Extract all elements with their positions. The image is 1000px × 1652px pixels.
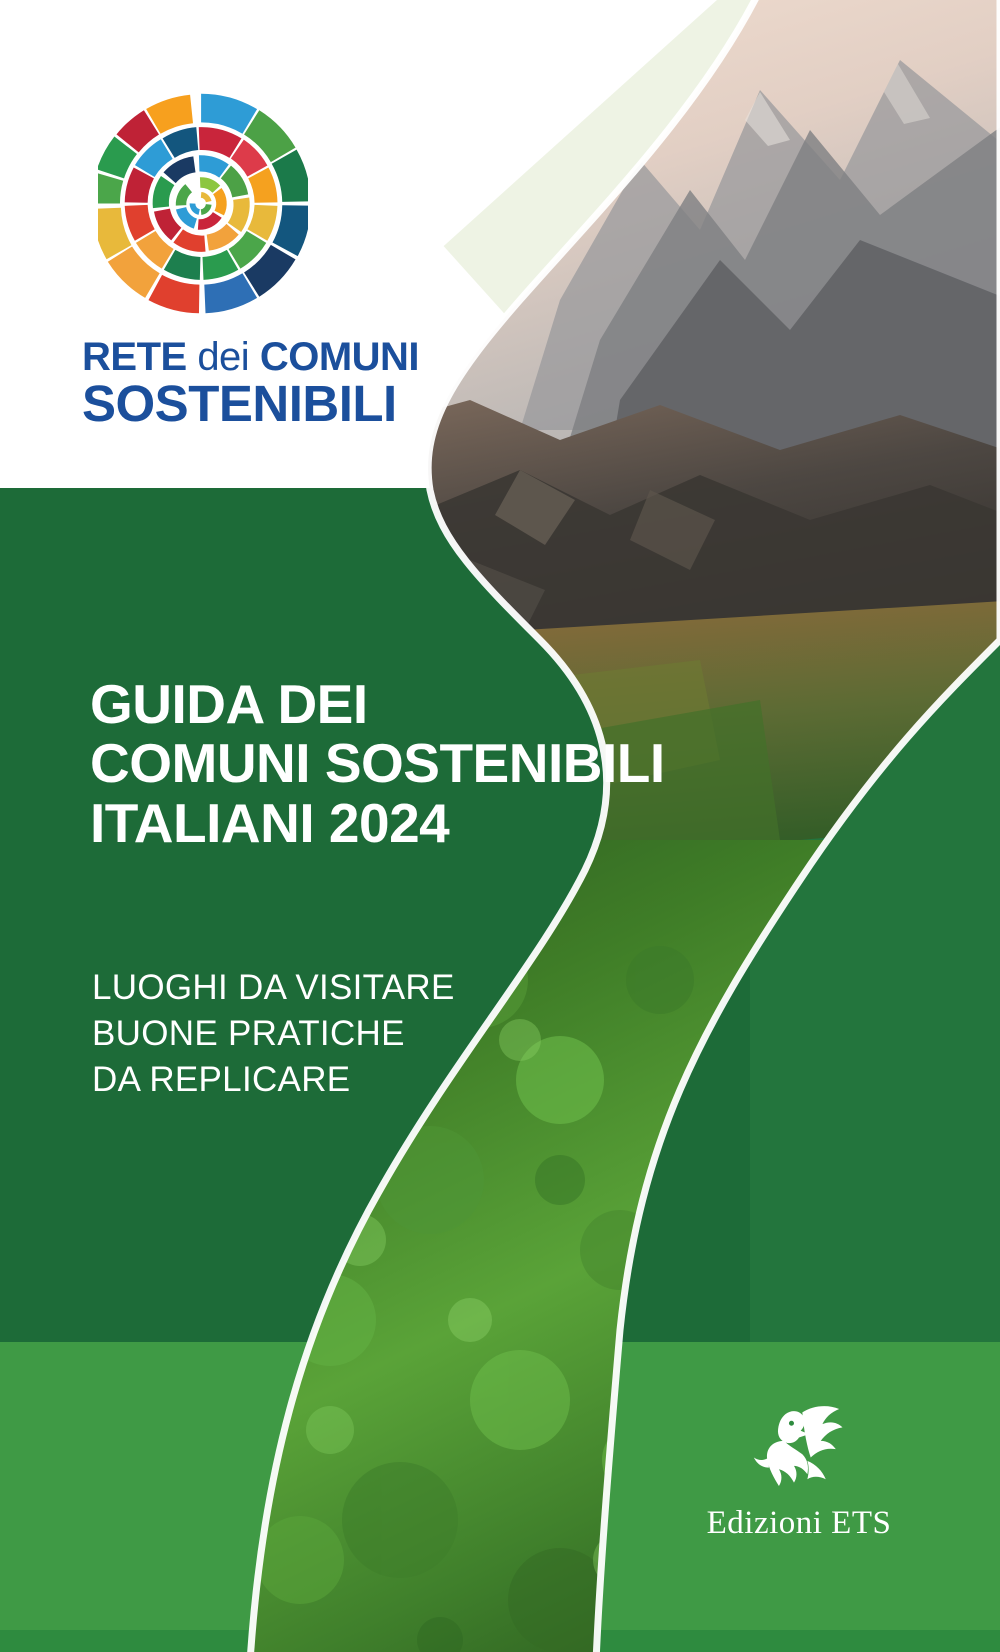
- subtitle-line-1: LUOGHI DA VISITARE: [92, 968, 455, 1007]
- organization-name: [82, 335, 420, 432]
- publisher-block: [684, 1399, 914, 1542]
- subtitle-line-3: DA REPLICARE: [92, 1060, 351, 1100]
- subtitle-line-2: BUONE PRATICHE: [92, 1014, 405, 1054]
- organization-name-comuni: COMUNI: [259, 335, 420, 379]
- organization-name-dei: dei: [197, 335, 250, 379]
- sdg-wheel-icon: [98, 86, 308, 321]
- page-subtitle: [92, 965, 692, 1104]
- publisher-name: Edizioni ETS: [706, 1505, 892, 1541]
- organization-name-line2: SOSTENIBILI: [82, 374, 397, 432]
- griffin-logo-icon: [684, 1399, 914, 1491]
- title-line-1: GUIDA DEI: [90, 673, 368, 735]
- organization-name-line1: [82, 335, 420, 379]
- page-title: [90, 675, 710, 853]
- organization-logo: [82, 86, 420, 432]
- organization-name-rete: RETE: [82, 335, 187, 379]
- title-line-3: ITALIANI 2024: [90, 791, 450, 854]
- title-line-2: COMUNI SOSTENIBILI: [90, 732, 665, 795]
